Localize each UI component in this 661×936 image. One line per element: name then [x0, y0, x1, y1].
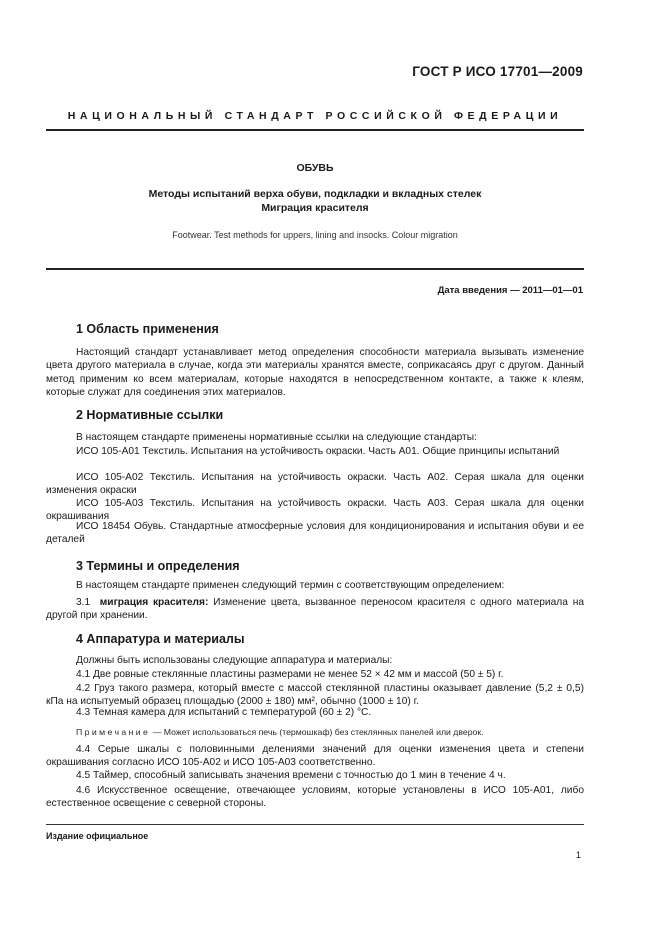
section-4-heading: 4 Аппаратура и материалы: [76, 632, 245, 646]
section-2-heading: 2 Нормативные ссылки: [76, 408, 224, 422]
top-rule: [46, 129, 584, 131]
section-4-intro: Должны быть использованы следующие аппаратура и материалы:: [76, 655, 393, 666]
official-edition-label: Издание официальное: [46, 831, 149, 841]
section-3-intro: В настоящем стандарте применен следующий термин с соответствующим определением:: [76, 580, 505, 591]
item-4-3: 4.3 Темная камера для испытаний с температурой (60 ± 2) °С.: [76, 707, 372, 718]
note: [46, 727, 584, 737]
item-4-6: 4.6 Искусственное освещение, отвечающее условиям, которые установлены в ИСО 105-А01, либо естественное освещение с северной стороны.: [46, 785, 584, 810]
item-4-1: 4.1 Две ровные стеклянные пластины размерами не менее 52 × 42 мм и массой (50 ± 5) г.: [76, 669, 504, 680]
item-4-4: 4.4 Серые шкалы с половинными делениями значений для оценки изменения цвета и степени окрашивания согласно ИСО 105-А02 и ИСО 105-А03 соответственно.: [46, 744, 584, 769]
reference-iso-105-a02: ИСО 105-А02 Текстиль. Испытания на устойчивость окраски. Часть А02. Серая шкала для оценки изменения окраски: [46, 472, 584, 497]
reference-iso-105-a03: ИСО 105-А03 Текстиль. Испытания на устойчивость окраски. Часть А03. Серая шкала для оценки окрашивания: [46, 498, 584, 523]
section-3-heading: 3 Термины и определения: [76, 559, 240, 573]
term-definition-text: Изменение цвета, вызванное переносом красителя с одного материала на другой при хранении.: [46, 597, 584, 622]
national-standard-banner: НАЦИОНАЛЬНЫЙ СТАНДАРТ РОССИЙСКОЙ ФЕДЕРАЦИИ: [67, 110, 563, 122]
section-2-intro: В настоящем стандарте применены нормативные ссылки на следующие стандарты:: [76, 432, 477, 443]
item-4-5: 4.5 Таймер, способный записывать значения времени с точностью до 1 мин в течение 4 ч.: [76, 770, 506, 781]
item-4-2: 4.2 Груз такого размера, который вместе с массой стеклянной пластины оказывает давление (5,2 ± 0,5) кПа на испытуемый образец площадью (2000 ± 180) мм², обычно (1000 ± 10) г.: [46, 683, 584, 708]
note-label: Примечание: [76, 727, 151, 737]
term-name: миграция красителя:: [99, 597, 209, 608]
note-text: — Может использоваться печь (термошкаф) без стеклянных панелей или дверок.: [150, 727, 484, 737]
document-subtitle: Методы испытаний верха обуви, подкладки и вкладных стелек: [148, 188, 482, 200]
reference-iso-18454: ИСО 18454 Обувь. Стандартные атмосферные условия для кондиционирования и испытания обуви и ее деталей: [46, 521, 584, 546]
footer-rule: [46, 824, 584, 825]
section-1-heading: 1 Область применения: [76, 322, 219, 336]
term-number: 3.1: [76, 597, 91, 608]
introduction-date: Дата введения — 2011—01—01: [437, 285, 583, 296]
term-definition: [46, 596, 584, 623]
section-1-paragraph: Настоящий стандарт устанавливает метод определения способности материала вызывать изменение цвета другого материала в случае, когда эти материалы хранятся вместе, соприкасаясь друг с другом. Данный метод применим ко всем материалам, которые находятся в непосредственном контакте, а также к клеям, которые служат для соединения этих материалов.: [46, 347, 584, 398]
document-title: ОБУВЬ: [296, 162, 334, 174]
title-rule: [46, 268, 584, 270]
page-number: 1: [575, 850, 581, 861]
standard-id: ГОСТ Р ИСО 17701—2009: [412, 64, 583, 79]
document-subtitle-2: Миграция красителя: [261, 202, 369, 214]
english-title: Footwear. Test methods for uppers, lining and insocks. Colour migration: [172, 230, 458, 240]
reference-iso-105-a01: ИСО 105-А01 Текстиль. Испытания на устойчивость окраски. Часть А01. Общие принципы испытаний: [76, 446, 560, 457]
